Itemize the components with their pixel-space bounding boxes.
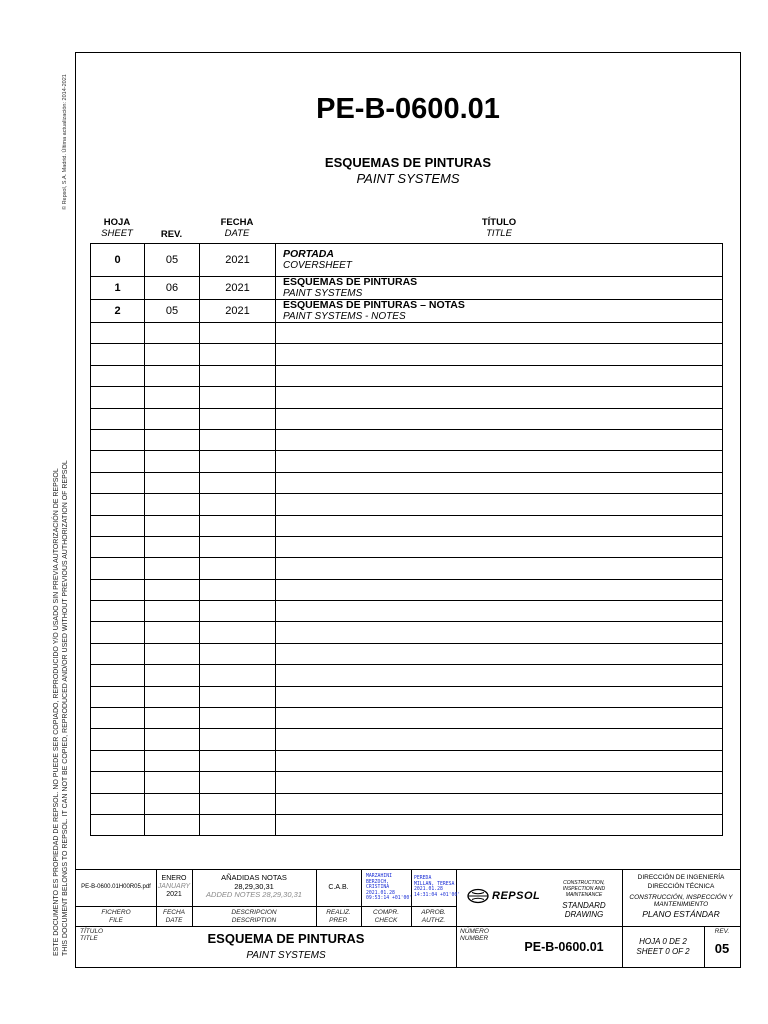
empty-cell xyxy=(200,558,276,579)
empty-cell xyxy=(91,558,145,579)
approval-signature xyxy=(414,876,460,898)
empty-cell xyxy=(200,429,276,450)
empty-cell xyxy=(91,387,145,408)
header-sheet-en: SHEET xyxy=(101,228,133,239)
empty-cell xyxy=(91,494,145,515)
revision-number: 05 xyxy=(714,941,730,956)
prepared-by: C.A.B. xyxy=(328,884,349,891)
empty-cell xyxy=(276,387,723,408)
empty-cell xyxy=(276,814,723,835)
sheet-title-en: PAINT SYSTEMS xyxy=(283,288,363,299)
signature-line: 14:31:04 +01'00' xyxy=(414,892,461,898)
sheet-number: 0 xyxy=(91,244,145,277)
empty-cell xyxy=(145,601,200,622)
header-title xyxy=(275,217,723,239)
sheet-title-en: PAINT SYSTEMS - NOTES xyxy=(283,311,406,322)
empty-cell xyxy=(200,750,276,771)
sheet-rev: 06 xyxy=(145,277,200,300)
drawing-frame xyxy=(75,52,741,968)
empty-cell xyxy=(91,429,145,450)
repsol-wordmark: REPSOL xyxy=(492,890,541,902)
table-row-empty xyxy=(91,772,723,793)
label-text: TÍTULO xyxy=(80,928,104,935)
empty-cell xyxy=(91,344,145,365)
department-line: CONSTRUCTION, xyxy=(563,880,605,886)
repsol-logo-icon xyxy=(466,888,490,904)
signature-line: MARZAHINI xyxy=(366,874,392,879)
empty-cell xyxy=(200,344,276,365)
table-row-empty xyxy=(91,536,723,557)
empty-cell xyxy=(145,344,200,365)
empty-cell xyxy=(145,729,200,750)
signature-line: 2021.01.28 xyxy=(414,887,443,893)
empty-cell xyxy=(145,451,200,472)
empty-cell xyxy=(91,750,145,771)
empty-cell xyxy=(91,622,145,643)
check-signature xyxy=(366,874,412,902)
empty-cell xyxy=(200,772,276,793)
header-rev xyxy=(144,229,199,240)
sheet-date: 2021 xyxy=(200,300,276,323)
label-number xyxy=(460,928,489,942)
empty-cell xyxy=(91,793,145,814)
label-rev: REV. xyxy=(714,928,730,935)
table-row-empty xyxy=(91,579,723,600)
empty-cell xyxy=(200,729,276,750)
direction-block xyxy=(622,874,740,919)
sheet-of-en: SHEET 0 OF 2 xyxy=(636,947,690,956)
label-description xyxy=(192,909,316,925)
sheet-number: 2 xyxy=(91,300,145,323)
table-row-empty xyxy=(91,643,723,664)
empty-cell xyxy=(276,558,723,579)
empty-cell xyxy=(91,579,145,600)
divider xyxy=(76,926,740,927)
table-row-empty xyxy=(91,601,723,622)
empty-cell xyxy=(145,708,200,729)
drawing-number: PE-B-0600.01 xyxy=(524,940,604,954)
empty-cell xyxy=(145,472,200,493)
label-title xyxy=(80,928,103,942)
label-text: DESCRIPCION xyxy=(231,909,277,916)
empty-cell xyxy=(200,686,276,707)
legal-notice xyxy=(52,460,70,956)
empty-cell xyxy=(200,451,276,472)
empty-cell xyxy=(200,601,276,622)
table-row-empty xyxy=(91,494,723,515)
table-row-empty xyxy=(91,344,723,365)
empty-cell xyxy=(200,494,276,515)
sheet-date: 2021 xyxy=(200,244,276,277)
sheet-number: 1 xyxy=(91,277,145,300)
empty-cell xyxy=(145,665,200,686)
plano-estandar: PLANO ESTÁNDAR xyxy=(642,909,720,919)
empty-cell xyxy=(145,323,200,344)
signature-line: CRISTINA xyxy=(366,885,390,891)
date-month-es: ENERO xyxy=(161,875,187,882)
table-row-empty xyxy=(91,622,723,643)
empty-cell xyxy=(276,601,723,622)
divider xyxy=(76,906,456,907)
label-text: CHECK xyxy=(374,917,398,924)
empty-cell xyxy=(91,365,145,386)
title-sub: PAINT SYSTEMS xyxy=(246,950,326,961)
header-sheet xyxy=(90,217,144,239)
document-code: PE-B-0600.01 xyxy=(316,93,500,125)
empty-cell xyxy=(145,772,200,793)
label-text: NÚMERO xyxy=(460,928,489,935)
label-text: TITLE xyxy=(80,935,98,942)
empty-cell xyxy=(200,643,276,664)
empty-cell xyxy=(276,665,723,686)
sheet-title-es: ESQUEMAS DE PINTURAS – NOTAS xyxy=(283,299,465,311)
sheet-rev: 05 xyxy=(145,244,200,277)
empty-cell xyxy=(200,665,276,686)
empty-cell xyxy=(276,344,723,365)
empty-cell xyxy=(145,558,200,579)
empty-cell xyxy=(276,643,723,664)
empty-cell xyxy=(91,408,145,429)
label-approved xyxy=(411,909,456,925)
empty-cell xyxy=(91,665,145,686)
empty-cell xyxy=(145,750,200,771)
label-text: COMPR. xyxy=(373,909,399,916)
sheet-of xyxy=(622,937,704,957)
label-text: FICHERO xyxy=(101,909,131,916)
description-es-line2: 28,29,30,31 xyxy=(234,881,274,891)
label-text: AUTHZ. xyxy=(421,917,446,924)
empty-cell xyxy=(200,622,276,643)
label-prepared xyxy=(316,909,361,925)
header-rev-label: REV. xyxy=(160,229,183,240)
repsol-logo xyxy=(466,888,541,909)
label-date xyxy=(156,909,192,925)
description-en: ADDED NOTES 28,29,30,31 xyxy=(206,890,302,899)
empty-cell xyxy=(276,579,723,600)
sheet-title xyxy=(276,277,723,300)
empty-cell xyxy=(276,408,723,429)
department-line: INSPECTION AND xyxy=(562,886,606,892)
empty-cell xyxy=(200,814,276,835)
empty-cell xyxy=(91,451,145,472)
sheet-title xyxy=(276,300,723,323)
empty-cell xyxy=(91,601,145,622)
header-title-es: TÍTULO xyxy=(481,217,517,228)
legal-notice-en: THIS DOCUMENT BELONGS TO REPSOL. IT CAN NOT BE COPIED, REPRODUCED AND/OR USED WITHOUT PREVIOUS AUTHORIZATION OF REPSOL xyxy=(62,460,69,956)
empty-cell xyxy=(200,579,276,600)
legal-notice-es: ESTE DOCUMENTO ES PROPIEDAD DE REPSOL. NO PUEDE SER COPIADO, REPRODUCIDO Y/O USADO SIN PREVIA AUTORIZACIÓN DE REPSOL xyxy=(53,468,60,956)
date-year: 2021 xyxy=(166,891,182,898)
empty-cell xyxy=(200,365,276,386)
table-row-empty xyxy=(91,665,723,686)
empty-cell xyxy=(145,408,200,429)
empty-cell xyxy=(145,387,200,408)
header-date-en: DATE xyxy=(224,228,250,239)
empty-cell xyxy=(276,772,723,793)
empty-cell xyxy=(276,536,723,557)
empty-cell xyxy=(200,708,276,729)
label-text: PREP. xyxy=(329,917,348,924)
label-file xyxy=(76,909,156,925)
empty-cell xyxy=(91,814,145,835)
empty-cell xyxy=(145,622,200,643)
empty-cell xyxy=(276,429,723,450)
label-text: DESCRIPTION xyxy=(231,917,277,924)
table-row-empty xyxy=(91,408,723,429)
table-row-empty xyxy=(91,429,723,450)
table-row xyxy=(91,244,723,277)
empty-cell xyxy=(145,494,200,515)
file-name: PE-B-0600.01H00R05.pdf xyxy=(81,884,151,890)
empty-cell xyxy=(200,536,276,557)
label-checked xyxy=(361,909,411,925)
signature-line: 09:53:14 +01'00' xyxy=(366,896,413,902)
empty-cell xyxy=(276,494,723,515)
empty-cell xyxy=(145,365,200,386)
header-date xyxy=(199,217,275,239)
table-row-empty xyxy=(91,814,723,835)
document-title: ESQUEMAS DE PINTURAS xyxy=(324,155,492,170)
empty-cell xyxy=(145,515,200,536)
direction-line: MANTENIMIENTO xyxy=(653,901,709,908)
table-row-empty xyxy=(91,793,723,814)
table-row-empty xyxy=(91,558,723,579)
table-row xyxy=(91,277,723,300)
empty-cell xyxy=(91,536,145,557)
title-main: ESQUEMA DE PINTURAS xyxy=(207,931,365,946)
label-text: NUMBER xyxy=(460,935,489,942)
date-month-en: JANUARY xyxy=(157,883,191,890)
empty-cell xyxy=(91,772,145,793)
empty-cell xyxy=(276,729,723,750)
header-title-en: TITLE xyxy=(486,228,512,239)
direction-line: CONSTRUCCIÓN, INSPECCIÓN Y xyxy=(629,894,733,901)
direction-line: DIRECCIÓN DE INGENIERÍA xyxy=(637,874,725,881)
title-block xyxy=(76,869,740,967)
revision-date xyxy=(156,875,192,899)
department-line: MAINTENANCE xyxy=(565,892,603,898)
table-row-empty xyxy=(91,387,723,408)
empty-cell xyxy=(200,515,276,536)
empty-cell xyxy=(276,750,723,771)
standard-line: DRAWING xyxy=(564,910,604,919)
empty-cell xyxy=(145,536,200,557)
signature-line: BERZOCH, xyxy=(366,879,390,885)
copyright-text: © Repsol, S.A. Madrid. Última actualización: 2014-2021 xyxy=(62,74,68,210)
table-row-empty xyxy=(91,729,723,750)
empty-cell xyxy=(145,686,200,707)
table-row-empty xyxy=(91,472,723,493)
table-row-empty xyxy=(91,708,723,729)
label-text: FILE xyxy=(109,917,123,924)
empty-cell xyxy=(276,622,723,643)
empty-cell xyxy=(91,323,145,344)
empty-cell xyxy=(91,643,145,664)
table-row-empty xyxy=(91,451,723,472)
empty-cell xyxy=(276,365,723,386)
sheet-rev: 05 xyxy=(145,300,200,323)
sheet-of-es: HOJA 0 DE 2 xyxy=(639,937,687,946)
standard-line: STANDARD xyxy=(562,901,606,910)
signature-line: MILLAN, TERESA xyxy=(414,881,455,887)
table-row xyxy=(91,300,723,323)
empty-cell xyxy=(276,451,723,472)
sheet-title-es: PORTADA xyxy=(283,248,334,260)
table-row-empty xyxy=(91,750,723,771)
empty-cell xyxy=(276,323,723,344)
empty-cell xyxy=(91,729,145,750)
empty-cell xyxy=(276,686,723,707)
table-row-empty xyxy=(91,323,723,344)
label-text: REALIZ. xyxy=(326,909,351,916)
empty-cell xyxy=(91,515,145,536)
empty-cell xyxy=(200,793,276,814)
empty-cell xyxy=(91,472,145,493)
empty-cell xyxy=(276,793,723,814)
table-row-empty xyxy=(91,365,723,386)
header-sheet-es: HOJA xyxy=(103,217,131,228)
label-text: APROB. xyxy=(421,909,446,916)
standard-drawing xyxy=(546,901,622,919)
table-row-empty xyxy=(91,686,723,707)
revision-description xyxy=(192,874,316,900)
empty-cell xyxy=(145,579,200,600)
empty-cell xyxy=(276,515,723,536)
empty-cell xyxy=(200,408,276,429)
empty-cell xyxy=(200,472,276,493)
department-en xyxy=(546,880,622,898)
document-subtitle: PAINT SYSTEMS xyxy=(356,171,460,186)
direction-line: DIRECCIÓN TÉCNICA xyxy=(647,882,715,890)
sheet-title-es: ESQUEMAS DE PINTURAS xyxy=(283,276,418,288)
empty-cell xyxy=(276,472,723,493)
empty-cell xyxy=(200,387,276,408)
signature-line: PEREDA xyxy=(414,876,432,881)
empty-cell xyxy=(145,814,200,835)
empty-cell xyxy=(91,686,145,707)
label-text: DATE xyxy=(165,917,183,924)
empty-cell xyxy=(145,793,200,814)
header-date-es: FECHA xyxy=(220,217,254,228)
empty-cell xyxy=(145,643,200,664)
sheet-date: 2021 xyxy=(200,277,276,300)
empty-cell xyxy=(276,708,723,729)
sheet-title-en: COVERSHEET xyxy=(283,260,352,271)
sheet-index-table xyxy=(90,243,723,836)
label-text: FECHA xyxy=(162,909,186,916)
empty-cell xyxy=(200,323,276,344)
empty-cell xyxy=(91,708,145,729)
signature-line: 2021.01.28 xyxy=(366,890,395,896)
table-row-empty xyxy=(91,515,723,536)
empty-cell xyxy=(145,429,200,450)
sheet-title xyxy=(276,244,723,277)
description-es-line1: AÑADIDAS NOTAS xyxy=(221,873,287,882)
